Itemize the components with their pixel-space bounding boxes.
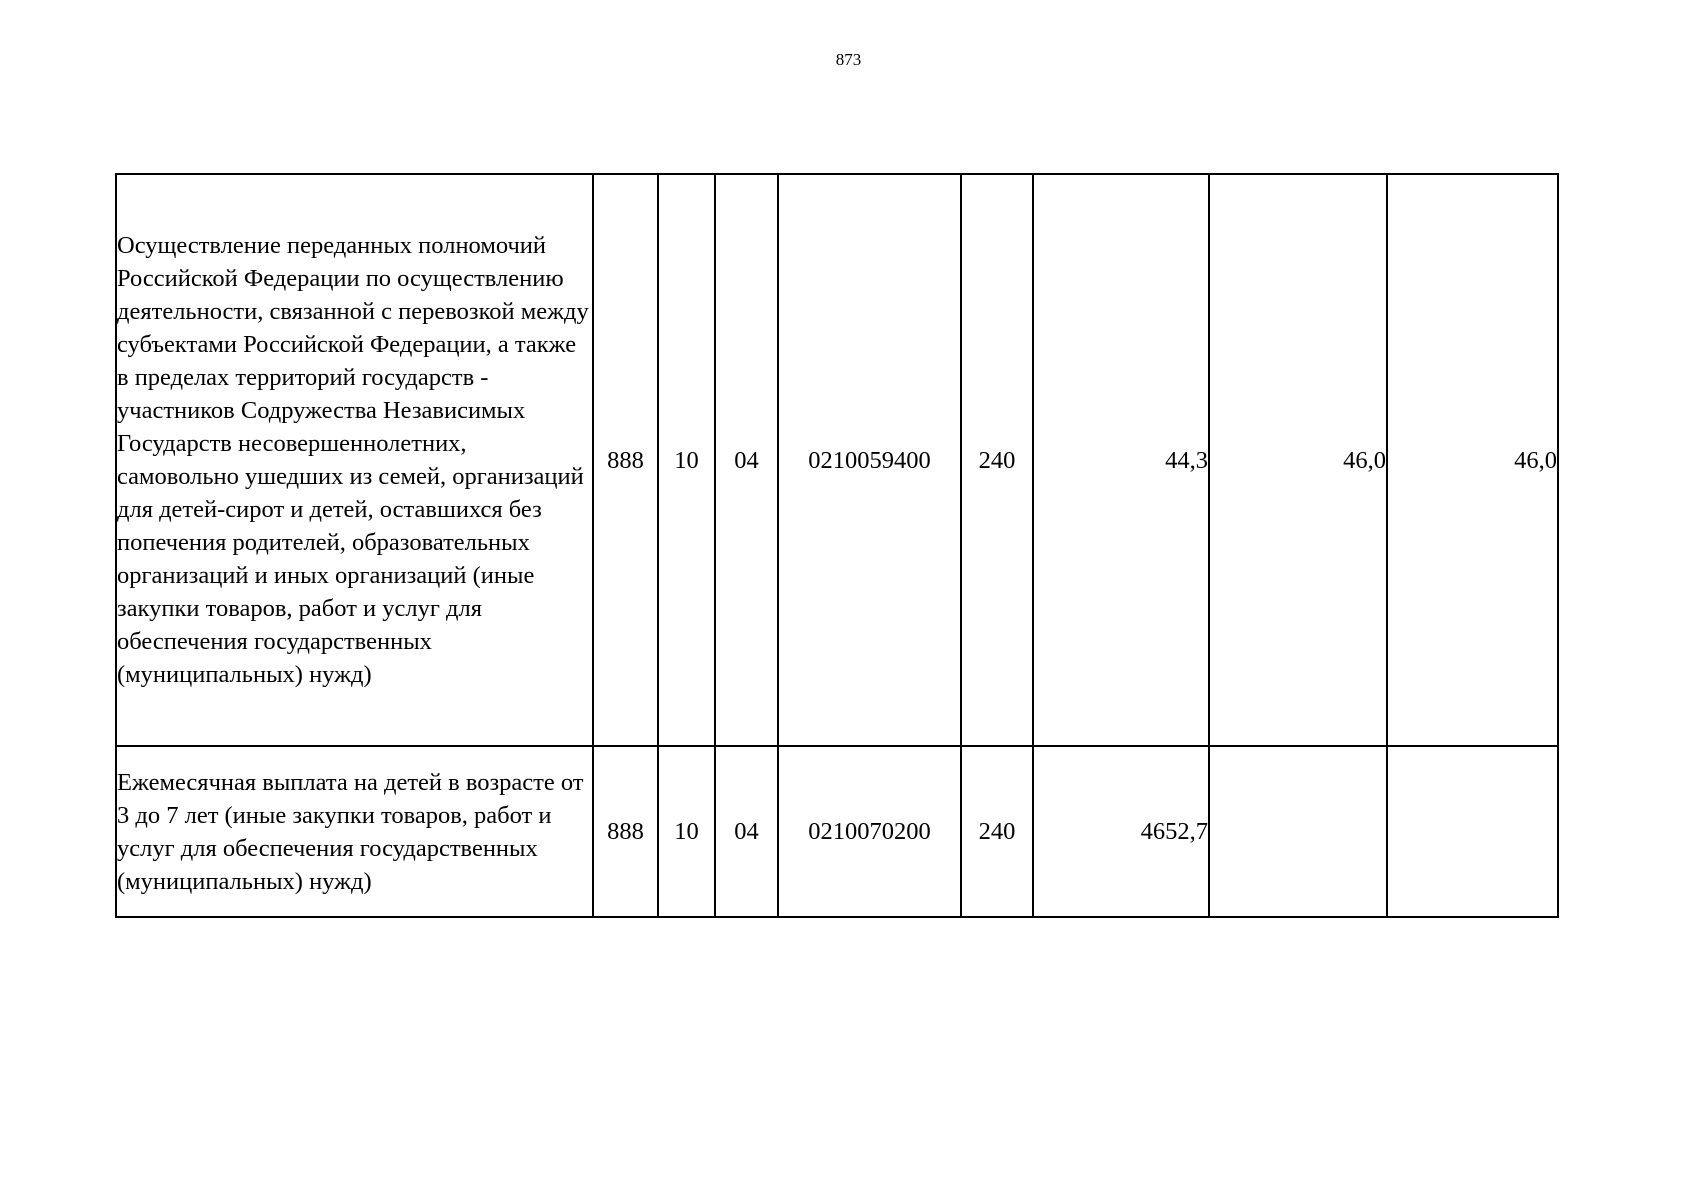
section-code: 10 — [658, 746, 715, 917]
ministry-code: 888 — [593, 746, 658, 917]
target-article-code: 0210059400 — [778, 174, 961, 746]
section-code: 10 — [658, 174, 715, 746]
expense-description: Осуществление переданных полномочий Российской Федерации по осуществлению деятельности, связанной с перевозкой между субъектами Российской Федерации, а также в пределах территорий государств - участников Содружества Независимых Государств несовершеннолетних, самовольно ушедших из семей, организаций для детей-сирот и детей, оставшихся без попечения родителей, образовательных организаций и иных организаций (иные закупки товаров, работ и услуг для обеспечения государственных (муниципальных) нужд) — [116, 174, 593, 746]
table-row — [116, 746, 1558, 917]
expense-type-code: 240 — [961, 174, 1033, 746]
budget-table — [115, 173, 1559, 918]
page-number: 873 — [835, 50, 862, 69]
subsection-code: 04 — [715, 174, 778, 746]
subsection-code: 04 — [715, 746, 778, 917]
amount-3: 46,0 — [1387, 174, 1558, 746]
expense-description: Ежемесячная выплата на детей в возрасте от 3 до 7 лет (иные закупки товаров, работ и услуг для обеспечения государственных (муниципальных) нужд) — [116, 746, 593, 917]
amount-1: 4652,7 — [1033, 746, 1209, 917]
amount-2: 46,0 — [1209, 174, 1387, 746]
amount-3 — [1387, 746, 1558, 917]
target-article-code: 0210070200 — [778, 746, 961, 917]
ministry-code: 888 — [593, 174, 658, 746]
expense-type-code: 240 — [961, 746, 1033, 917]
table-row — [116, 174, 1558, 746]
amount-2 — [1209, 746, 1387, 917]
amount-1: 44,3 — [1033, 174, 1209, 746]
